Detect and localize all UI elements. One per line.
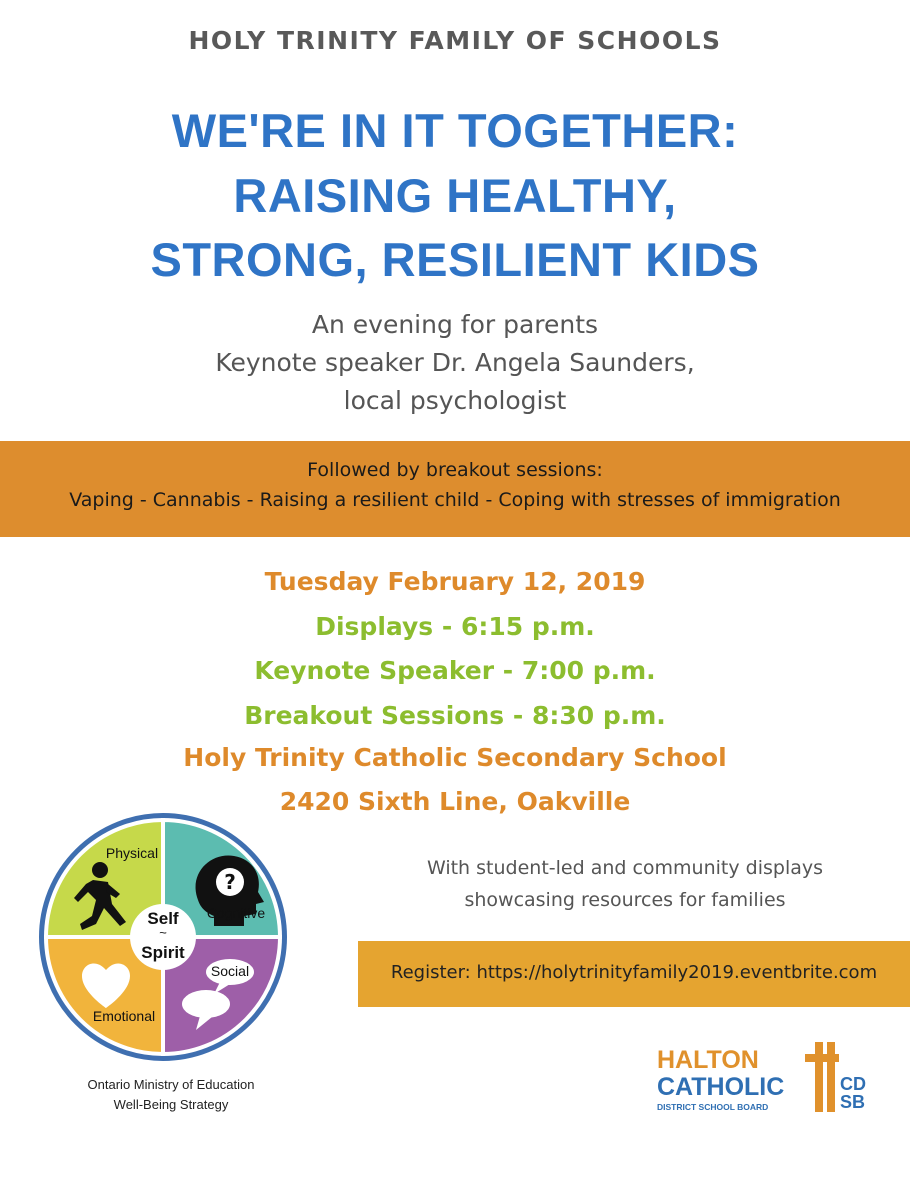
cognitive-label: Cognitive <box>206 905 266 921</box>
center-self-label: Self <box>147 909 179 928</box>
emotional-label: Emotional <box>92 1008 156 1024</box>
logo-sb: SB <box>840 1092 866 1112</box>
register-link[interactable]: Register: https://holytrinityfamily2019.eventbrite.com <box>390 962 878 983</box>
wellbeing-wheel <box>38 812 288 1062</box>
hcdsb-logo <box>655 1040 870 1115</box>
organization-name: HOLY TRINITY FAMILY OF SCHOOLS <box>188 26 722 55</box>
physical-label: Physical <box>105 845 159 861</box>
displays-note-line-2: showcasing resources for families <box>464 889 786 911</box>
displays-time: Displays - 6:15 p.m. <box>315 612 595 641</box>
venue-address: 2420 Sixth Line, Oakville <box>279 787 631 816</box>
cross-icon <box>805 1042 839 1112</box>
logo-catholic: CATHOLIC <box>657 1073 785 1101</box>
breakout-time: Breakout Sessions - 8:30 p.m. <box>244 701 666 730</box>
breakout-heading: Followed by breakout sessions: <box>307 459 603 481</box>
logo-district: DISTRICT SCHOOL BOARD <box>657 1102 769 1112</box>
ministry-caption-line-1: Ontario Ministry of Education <box>87 1077 255 1092</box>
event-date: Tuesday February 12, 2019 <box>264 567 646 596</box>
intro-line-2: Keynote speaker Dr. Angela Saunders, <box>215 348 695 377</box>
title-line-3: STRONG, RESILIENT KIDS <box>150 233 760 286</box>
social-label: Social <box>210 963 250 979</box>
keynote-time: Keynote Speaker - 7:00 p.m. <box>254 656 656 685</box>
logo-cd: CD <box>840 1074 866 1094</box>
venue-name: Holy Trinity Catholic Secondary School <box>183 743 727 772</box>
ministry-caption-line-2: Well-Being Strategy <box>113 1097 229 1112</box>
logo-halton: HALTON <box>657 1046 759 1074</box>
intro-line-1: An evening for parents <box>311 310 599 339</box>
breakout-topics: Vaping - Cannabis - Raising a resilient child - Coping with stresses of immigration <box>69 489 841 511</box>
svg-text:?: ? <box>224 870 236 894</box>
intro-line-3: local psychologist <box>343 386 567 415</box>
displays-note-line-1: With student-led and community displays <box>426 857 824 879</box>
title-line-2: RAISING HEALTHY, <box>233 169 677 222</box>
center-spirit-label: Spirit <box>141 943 185 962</box>
title-line-1: WE'RE IN IT TOGETHER: <box>171 104 739 157</box>
center-tilde: ~ <box>159 925 167 940</box>
